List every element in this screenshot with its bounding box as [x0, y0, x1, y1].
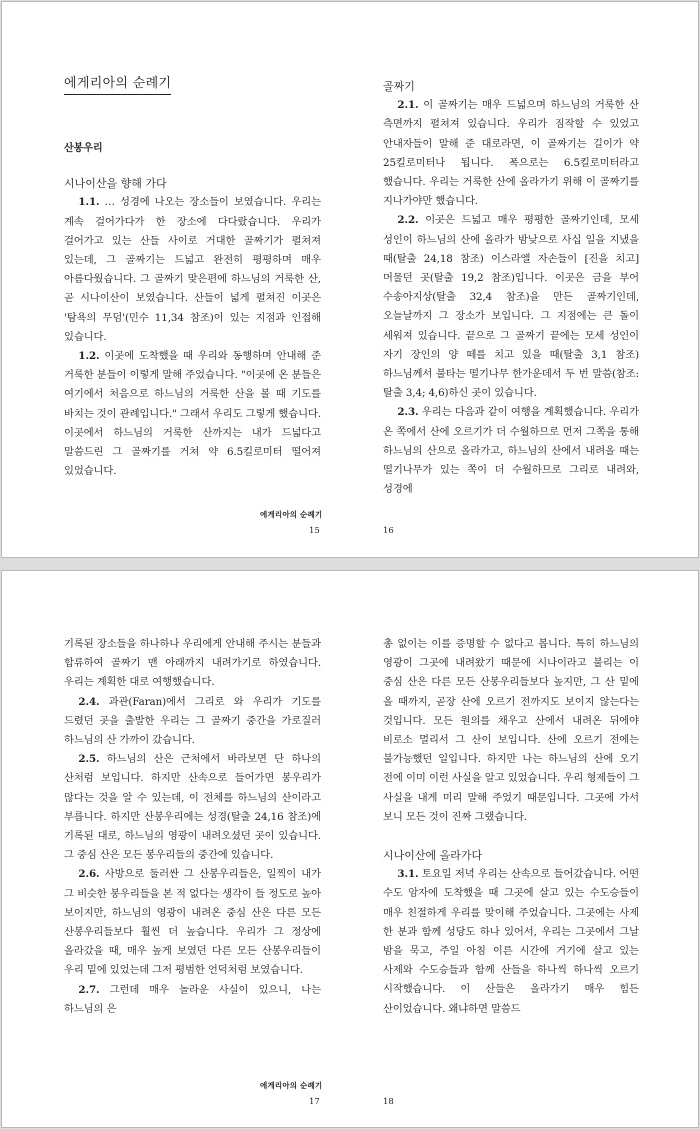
section-heading-peak: 산봉우리: [64, 143, 103, 154]
book-title: 에게리아의 순례기: [64, 72, 171, 95]
page-number: 16: [383, 526, 394, 536]
paragraph-text: 토요일 저녁 우리는 산속으로 들어갔습니다. 어떤 수도 암자에 도착했을 때 그곳에 살고 있는 수도승들이 매우 친절하게 우리를 맞이해 주었습니다. 그곳에는 사제 한 분과 함께 성당도 하나 있어서, 우리는 그곳에서 그날 밤을 묵고, 주일 아침 이른 시간에 거기에 살고 있는 사제와 수도승들과 함께 산들을 하나씩 하나씩 오르기 시작했습니다. 이 산들은 올라가기 매우 힘든 산이었습니다. 왜냐하면 말씀드: [383, 868, 639, 1015]
paragraph-continued: 기록된 장소들을 하나하나 우리에게 안내해 주시는 분들과 합류하여 골짜기 맨 아래까지 내려가기로 하였습니다. 우리는 계획한 대로 여행했습니다.: [64, 638, 321, 689]
paragraph-number: 2.1.: [397, 99, 419, 112]
paragraph-number: 2.7.: [78, 983, 100, 996]
paragraph-text: 과관(Faran)에서 그리로 와 우리가 기도를 드렸던 곳을 출발한 우리는 그 골짜기 중간을 가로질러 하느님의 산 가까이 갔습니다.: [64, 695, 321, 747]
page-15: [2, 2, 351, 557]
page-16: [351, 2, 700, 557]
paragraph-2-1: [383, 96, 639, 211]
paragraph-2-4: [64, 693, 321, 751]
paragraph-2-6: [64, 865, 321, 980]
section-heading-ascent: 시나이산에 올라가다: [383, 849, 483, 863]
paragraph-number: 2.3.: [397, 406, 419, 419]
paragraph-2-3: [383, 403, 639, 499]
paragraph-text: 이곳에 도착했을 때 우리와 동행하며 안내해 준 거룩한 분들이 이렇게 말해 주었습니다. "이곳에 온 분들은 여기에서 처음으로 하느님의 거룩한 산을 볼 때 기도를 바치는 것이 관례입니다." 그래서 우리도 그렇게 했습니다. 이곳에서 하느님의 거룩한 산까지는 내가 드넓다고 말씀드린 그 골짜기를 거쳐 약 6.5킬로미터 떨어져 있었습니다.: [64, 350, 321, 478]
paragraph-text: 그런데 매우 놀라운 사실이 있으니, 나는 하느님의 은: [64, 983, 321, 1015]
page-number: 18: [383, 1097, 394, 1107]
section-heading-valley: 골짜기: [383, 80, 415, 93]
page-17: [2, 571, 351, 1127]
page-17-column: [64, 635, 321, 1019]
paragraph-2-7: [64, 981, 321, 1019]
spread-top: [1, 1, 699, 558]
paragraph-number: 2.6.: [78, 868, 100, 881]
running-header: 에게리아의 순례기: [260, 1081, 323, 1090]
paragraph-1-1: [64, 193, 321, 347]
paragraph-text: 이 골짜기는 매우 드넓으며 하느님의 거룩한 산 측면까지 펼쳐져 있습니다. 우리가 짐작할 수 있었고 안내자들이 말해 준 대로라면, 이 골짜기는 길이가 약 25킬로미터나 됩니다. 폭으로는 6.5킬로미터라고 했습니다. 우리는 거룩한 산에 올라가기 위해 이 골짜기를 지나가야만 했습니다.: [383, 99, 639, 208]
page-number: 15: [309, 526, 320, 536]
paragraph-text: 사방으로 둘러싼 그 산봉우리들은, 일찍이 내가 그 비슷한 봉우리들을 본 적 없다는 생각이 들 정도로 높아 보이지만, 하느님의 영광이 내려온 중심 산은 다른 모든 산봉우리들보다 훨씬 더 높습니다. 우리가 그 정상에 올라갔을 때, 매우 높게 보였던 다른 모든 산봉우리들이 우리 밑에 있었는데 그저 평범한 언덕처럼 보였습니다.: [64, 868, 321, 977]
page-15-column: [64, 72, 321, 481]
paragraph-number: 2.2.: [397, 214, 419, 227]
paragraph-text: 우리는 다음과 같이 여행을 계획했습니다. 우리가 온 쪽에서 산에 오르기가 더 수월하므로 먼저 그쪽을 통해 하느님의 산으로 올라가고, 하느님의 산에서 내려올 때는 떨기나무가 있는 쪽이 더 수월하므로 그리로 내려와, 성경에: [383, 406, 639, 496]
paragraph-number: 1.2.: [78, 350, 100, 363]
page-16-column: [383, 77, 639, 499]
paragraph-number: 3.1.: [397, 868, 419, 881]
paragraph-2-2: [383, 211, 639, 403]
spread-bottom: [1, 570, 699, 1128]
paragraph-continued: 총 없이는 이를 증명할 수 없다고 봅니다. 특히 하느님의 영광이 그곳에 내려왔기 때문에 시나이라고 불리는 이 중심 산은 다른 모든 산봉우리들보다 높지만, 그 산 밑에 올 때까지, 곧장 산에 오르기 전까지도 보이지 않는다는 것입니다. 모든 원의를 채우고 산에서 내려온 뒤에야 비로소 멀리서 그 산이 보입니다. 산에 오르기 전에는 불가능했던 일입니다. 하지만 나는 하느님의 산에 오기 전에 이미 이런 사실을 알고 있었습니다. 우리 형제들이 그 사실을 내게 미리 말해 주었기 때문입니다. 그곳에 가서 보니 모든 것이 진짜 그랬습니다.: [383, 638, 639, 823]
paragraph-text: … 성경에 나오는 장소들이 보였습니다. 우리는 계속 걸어가다가 한 장소에 다다랐습니다. 우리가 걸어가고 있는 산들 사이로 거대한 골짜기가 펼쳐져 있는데, 그 골짜기는 드넓고 완전히 평평하며 매우 아름다웠습니다. 그 골짜기 맞은편에 하느님의 거룩한 산, 곧 시나이산이 보였습니다. 산들이 넓게 펼쳐진 이곳은 '탐욕의 무덤'(민수 11,34 참조)이 있는 지점과 인접해 있습니다.: [64, 196, 321, 343]
paragraph-3-1: [383, 865, 639, 1019]
paragraph-1-2: [64, 347, 321, 481]
running-header: 에게리아의 순례기: [260, 510, 323, 519]
paragraph-text: 하느님의 산은 근처에서 바라보면 단 하나의 산처럼 보입니다. 하지만 산속으로 들어가면 봉우리가 많다는 것을 알 수 있는데, 이 전체를 하느님의 산이라고 부릅니다. 하지만 산봉우리에는 성경(탈출 24,16 참조)에 기록된 대로, 하느님의 영광이 내려오셨던 곳이 있습니다. 그 중심 산은 모든 봉우리들의 중간에 있습니다.: [64, 753, 321, 862]
page-18: [351, 571, 700, 1127]
paragraph-2-5: [64, 750, 321, 865]
subsection-heading: 시나이산을 향해 가다: [64, 177, 167, 191]
page-number: 17: [309, 1097, 320, 1107]
paragraph-number: 1.1.: [78, 196, 100, 209]
paragraph-text: 이곳은 드넓고 매우 평평한 골짜기인데, 모세 성인이 하느님의 산에 올라가 밤낮으로 사십 일을 지냈을 때(탈출 24,18 참조) 이스라엘 자손들이 [진을 치고] 머물던 곳(탈출 19,2 참조)입니다. 이곳은 금을 부어 수송아지상(탈출 32,4 참조)을 만든 골짜기인데, 오늘날까지 그 장소가 보입니다. 그 지점에는 큰 돌이 세워져 있습니다. 끝으로 그 골짜기 끝에는 모세 성인이 자기 장인의 양 떼를 치고 있을 때(탈출 3,1 참조) 하느님께서 불타는 떨기나무 한가운데서 두 번 말씀(참조: 탈출 3,4; 4,6)하신 곳이 있습니다.: [383, 214, 639, 400]
page-18-column: [383, 635, 639, 1019]
paragraph-number: 2.4.: [78, 695, 100, 708]
paragraph-number: 2.5.: [78, 753, 100, 766]
